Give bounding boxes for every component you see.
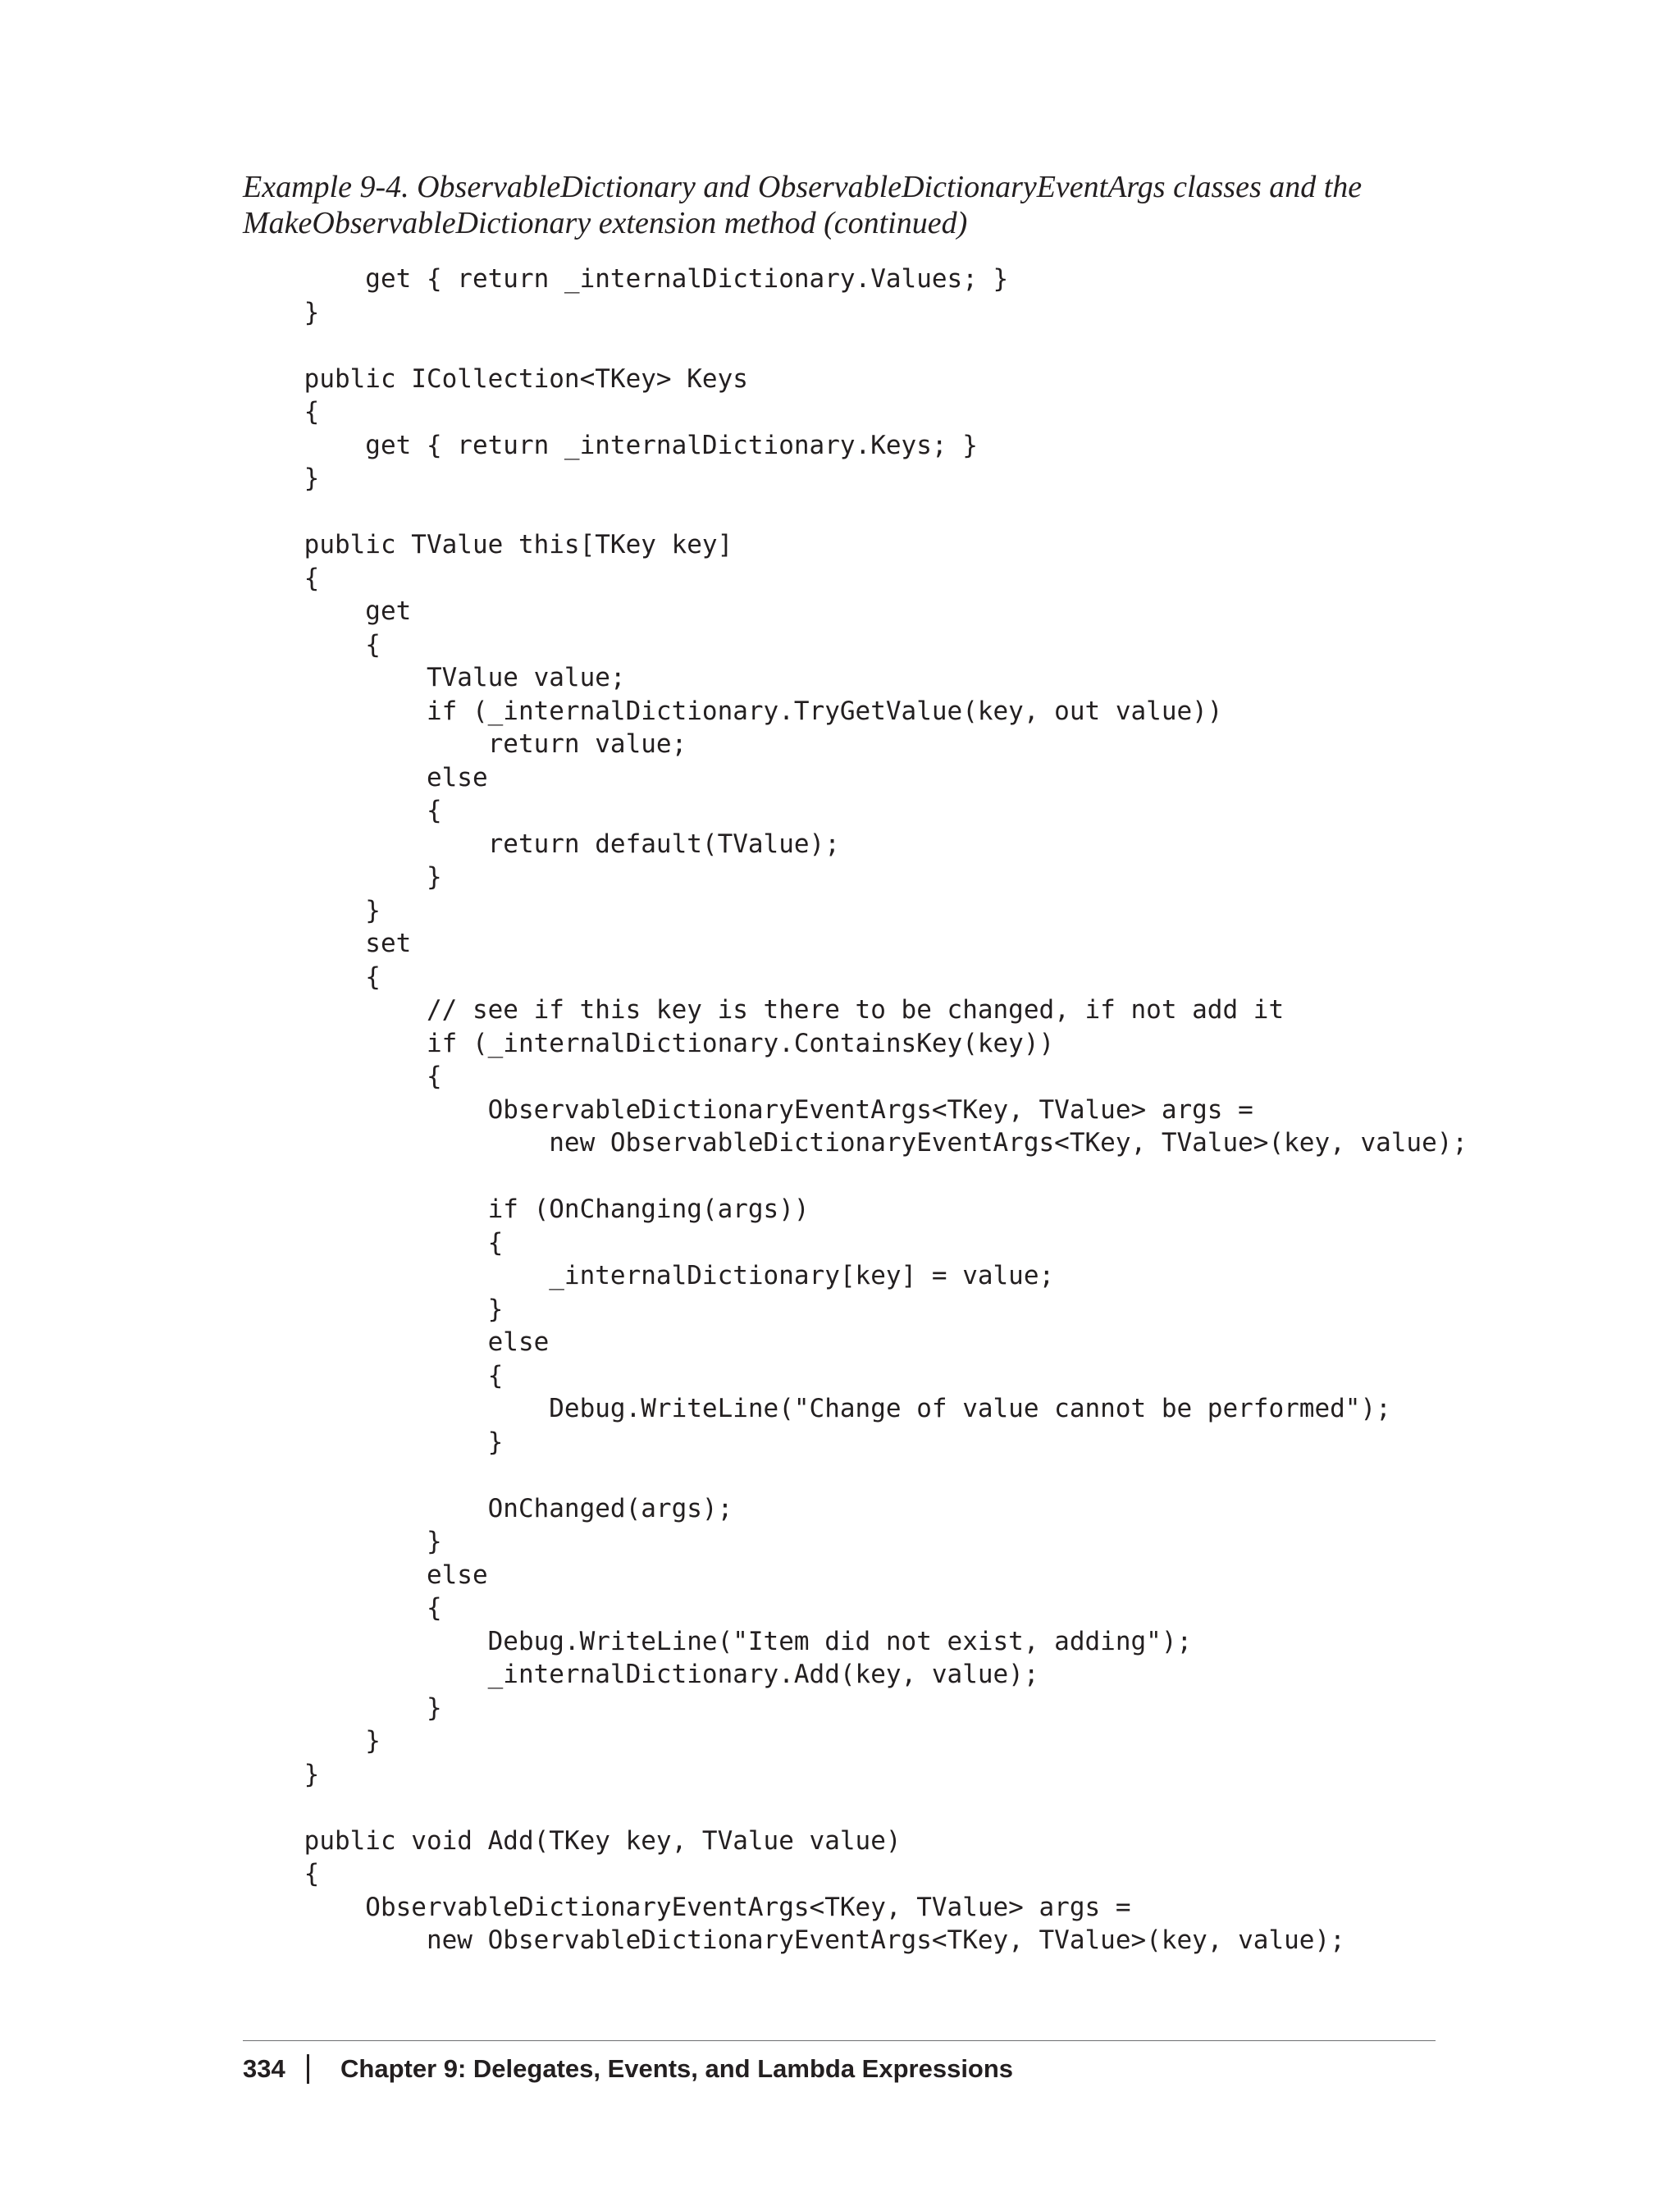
example-caption: [243, 169, 1473, 241]
code-line: return default(TValue);: [243, 829, 840, 859]
code-line: else: [243, 762, 488, 792]
code-line: get { return _internalDictionary.Keys; }: [243, 430, 978, 460]
code-line: }: [243, 1527, 442, 1556]
code-line: }: [243, 1427, 504, 1457]
code-line: }: [243, 1726, 381, 1756]
code-line: {: [243, 629, 381, 660]
code-line: public void Add(TKey key, TValue value): [243, 1825, 902, 1856]
code-line: else: [243, 1327, 550, 1357]
code-line: [243, 329, 1468, 363]
code-line: {: [243, 1360, 504, 1391]
caption-line-1: Example 9-4. ObservableDictionary and ObservableDictionaryEventArgs classes and the: [243, 170, 1363, 204]
code-line: [243, 1459, 1468, 1492]
code-line: public ICollection<TKey> Keys: [243, 363, 748, 394]
caption-line-2: MakeObservableDictionary extension method (continued): [243, 206, 968, 240]
code-line: }: [243, 895, 381, 925]
code-line: _internalDictionary[key] = value;: [243, 1261, 1055, 1290]
code-line: // see if this key is there to be changed, if not add it: [243, 995, 1285, 1025]
code-line: {: [243, 1227, 504, 1258]
code-line: }: [243, 464, 320, 493]
code-line: }: [243, 1759, 320, 1789]
code-line: if (_internalDictionary.TryGetValue(key, out value)): [243, 696, 1223, 726]
code-line: new ObservableDictionaryEventArgs<TKey, TValue>(key, value);: [243, 1128, 1468, 1158]
code-line: if (_internalDictionary.ContainsKey(key)): [243, 1028, 1055, 1058]
code-line: _internalDictionary.Add(key, value);: [243, 1660, 1039, 1689]
code-line: get { return _internalDictionary.Values; }: [243, 264, 1009, 294]
code-line: ObservableDictionaryEventArgs<TKey, TValue> args =: [243, 1892, 1131, 1922]
code-line: Debug.WriteLine("Change of value cannot be performed");: [243, 1394, 1391, 1423]
code-line: TValue value;: [243, 663, 626, 692]
code-line: set: [243, 929, 412, 958]
code-line: {: [243, 1859, 320, 1889]
code-line: }: [243, 862, 442, 892]
code-listing: [243, 263, 1468, 1957]
code-line: return value;: [243, 729, 687, 759]
code-line: {: [243, 1062, 442, 1091]
code-line: {: [243, 397, 320, 427]
code-line: {: [243, 961, 381, 992]
code-line: }: [243, 1692, 442, 1723]
code-line: }: [243, 297, 320, 327]
code-line: {: [243, 1593, 442, 1623]
footer-separator: [307, 2054, 309, 2084]
code-line: public TValue this[TKey key]: [243, 530, 733, 559]
footer-divider: [243, 2040, 1436, 2041]
code-line: [243, 1160, 1468, 1194]
page-footer: [243, 2051, 1013, 2087]
running-chapter-title: Chapter 9: Delegates, Events, and Lambda Expressions: [340, 2054, 1014, 2083]
code-line: [243, 1791, 1468, 1825]
code-line: [243, 496, 1468, 529]
code-line: get: [243, 596, 412, 626]
code-line: OnChanged(args);: [243, 1493, 733, 1523]
code-line: {: [243, 796, 442, 825]
code-line: ObservableDictionaryEventArgs<TKey, TValue> args =: [243, 1094, 1253, 1125]
code-line: else: [243, 1560, 488, 1590]
page-number: 334: [243, 2054, 285, 2083]
code-line: {: [243, 563, 320, 593]
code-line: if (OnChanging(args)): [243, 1194, 810, 1224]
code-line: Debug.WriteLine("Item did not exist, adding");: [243, 1626, 1193, 1656]
code-line: }: [243, 1294, 504, 1324]
code-line: new ObservableDictionaryEventArgs<TKey, TValue>(key, value);: [243, 1925, 1345, 1955]
